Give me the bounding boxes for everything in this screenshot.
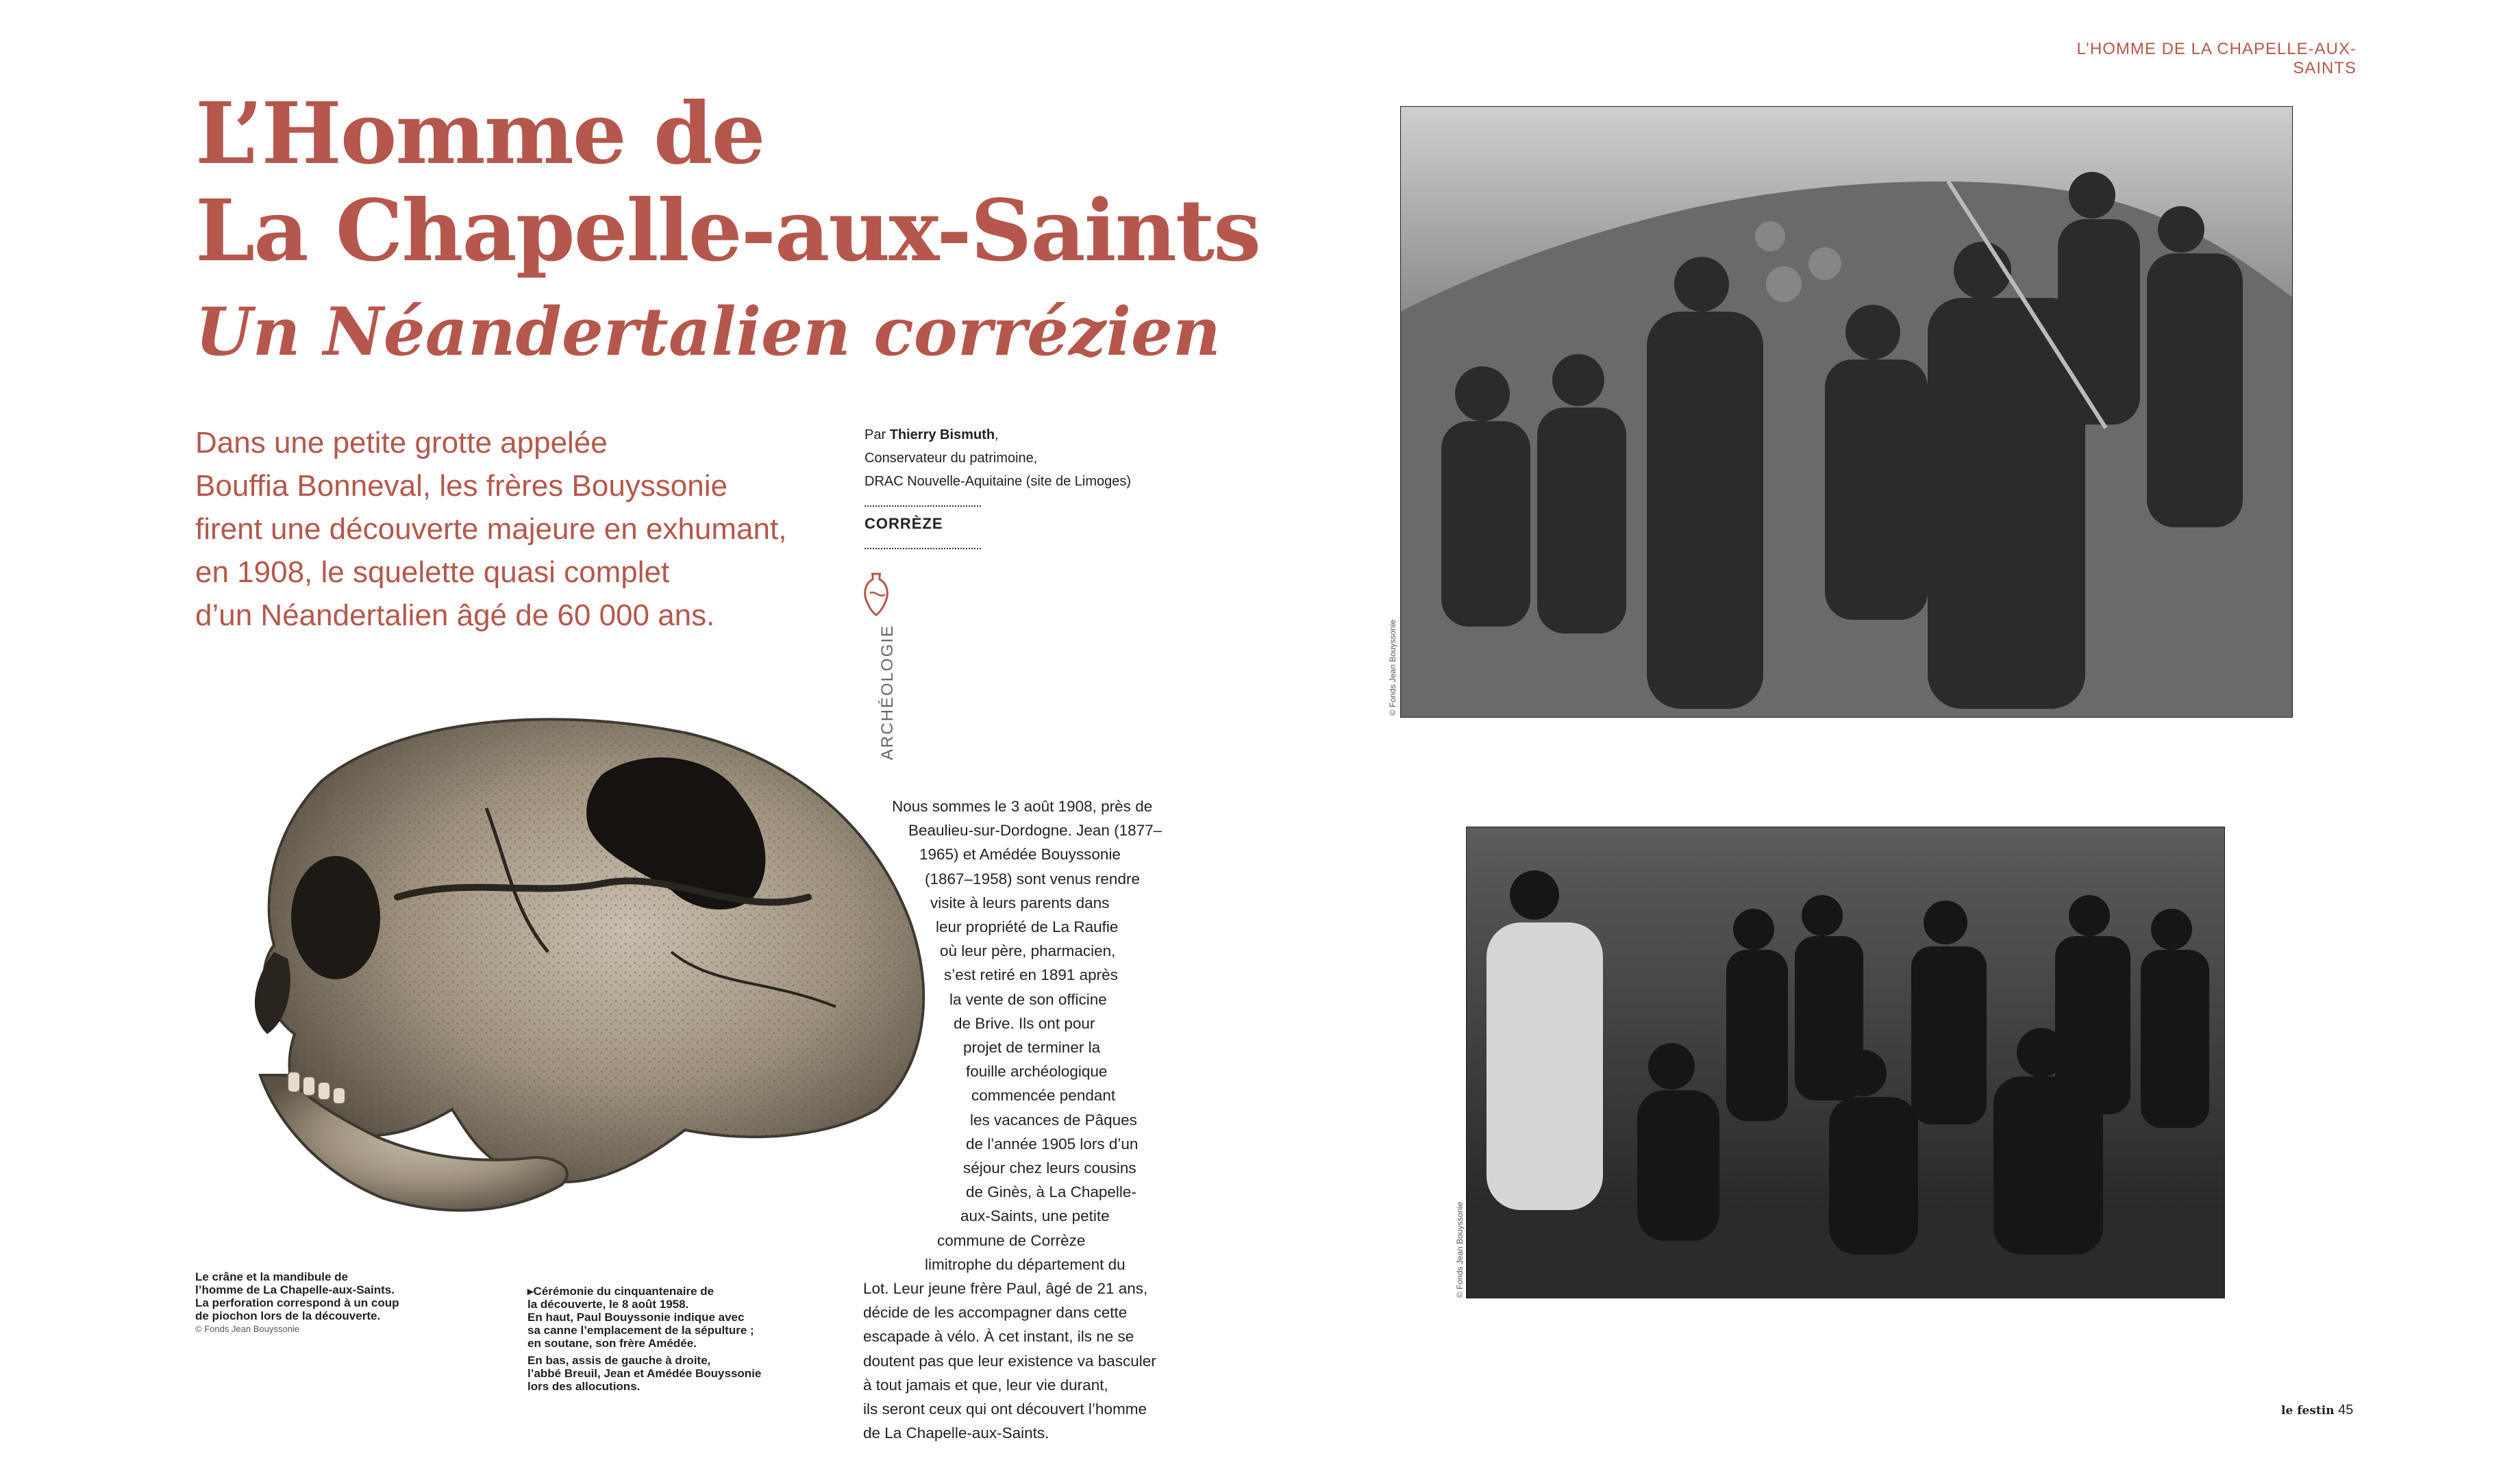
- caption-line: En bas, assis de gauche à droite,: [527, 1354, 711, 1367]
- body-line: leur propriété de La Raufie: [936, 918, 1119, 936]
- caption-line: la découverte, le 8 août 1958.: [527, 1298, 689, 1311]
- body-line: la vente de son officine: [949, 990, 1107, 1008]
- region-label: CORRÈZE: [865, 515, 943, 532]
- caption-line: En haut, Paul Bouyssonie indique avec: [527, 1311, 745, 1324]
- byline-org: DRAC Nouvelle-Aquitaine (site de Limoges): [865, 474, 1132, 489]
- body-line: aux-Saints, une petite: [960, 1207, 1110, 1225]
- body-line: de Ginès, à La Chapelle-: [966, 1183, 1136, 1201]
- body-line: où leur père, pharmacien,: [940, 942, 1116, 960]
- body-line: ils seront ceux qui ont découvert l’homme: [863, 1400, 1147, 1418]
- body-line: visite à leurs parents dans: [930, 894, 1110, 911]
- body-line: projet de terminer la: [963, 1039, 1101, 1057]
- body-line: à tout jamais et que, leur vie durant,: [863, 1376, 1108, 1394]
- caption-line: Le crâne et la mandibule de: [195, 1270, 348, 1283]
- article-body: [849, 794, 1165, 1445]
- body-line: de l’année 1905 lors d’un: [966, 1135, 1139, 1153]
- photo-ceremony: [1466, 827, 2225, 1298]
- body-line: séjour chez leurs cousins: [963, 1159, 1136, 1177]
- body-line: décide de les accompagner dans cette: [863, 1304, 1128, 1322]
- byline-role: Conservateur du patrimoine,: [865, 451, 1038, 466]
- caption-line: La perforation correspond à un coup: [195, 1296, 399, 1309]
- caption-line: lors des allocutions.: [527, 1380, 641, 1393]
- caption-line: sa canne l’emplacement de la sépulture ;: [527, 1324, 754, 1337]
- body-line: les vacances de Pâques: [970, 1111, 1137, 1129]
- article-subtitle: Un Néandertalien corrézien: [195, 293, 1221, 370]
- divider: [865, 548, 981, 549]
- page-number: 45: [2338, 1403, 2354, 1418]
- photo-credit: © Fonds Jean Bouyssonie: [1388, 619, 1397, 716]
- intro-line: d’un Néandertalien âgé de 60 000 ans.: [195, 599, 715, 632]
- page-folio: [2281, 1403, 2353, 1418]
- caption-marker-icon: ▸: [527, 1285, 534, 1298]
- body-line: Nous sommes le 3 août 1908, près de: [892, 798, 1153, 815]
- intro-line: firent une découverte majeure en exhumant,: [195, 512, 787, 546]
- body-line: de Brive. Ils ont pour: [954, 1014, 1095, 1032]
- body-line: 1965) et Amédée Bouyssonie: [919, 846, 1121, 864]
- title-line-2: La Chapelle-aux-Saints: [195, 181, 1260, 281]
- caption-photos: [527, 1285, 815, 1393]
- body-line: doutent pas que leur existence va basculer: [863, 1352, 1156, 1370]
- intro-line: en 1908, le squelette quasi complet: [195, 555, 670, 589]
- body-line: Lot. Leur jeune frère Paul, âgé de 21 ans,: [863, 1280, 1148, 1298]
- title-line-1: L’Homme de: [195, 84, 764, 184]
- body-line: fouille archéologique: [966, 1063, 1108, 1081]
- intro-line: Dans une petite grotte appelée: [195, 426, 608, 460]
- intro-paragraph: [195, 421, 853, 637]
- caption-line: l’abbé Breuil, Jean et Amédée Bouyssonie: [527, 1367, 762, 1380]
- photo-credit: © Fonds Jean Bouyssonie: [1455, 1201, 1465, 1298]
- body-line: escapade à vélo. À cet instant, ils ne se: [863, 1328, 1134, 1346]
- body-line: commune de Corrèze: [937, 1231, 1086, 1249]
- caption-skull: [195, 1270, 442, 1335]
- body-line: limitrophe du département du: [925, 1255, 1126, 1273]
- byline-prefix: Par: [865, 427, 886, 442]
- amphora-icon: [859, 570, 893, 618]
- divider: [865, 505, 981, 507]
- byline-author: Thierry Bismuth: [889, 427, 995, 442]
- body-line: de La Chapelle-aux-Saints.: [863, 1424, 1049, 1442]
- body-line: Beaulieu-sur-Dordogne. Jean (1877–: [908, 822, 1162, 840]
- caption-line: Cérémonie du cinquantenaire de: [533, 1285, 714, 1298]
- caption-line: de piochon lors de la découverte.: [195, 1309, 381, 1322]
- magazine-name: le festin: [2281, 1404, 2335, 1418]
- category-label: ARCHÉOLOGIE: [878, 624, 897, 760]
- photo-excavation: [1400, 106, 2293, 718]
- caption-credit: © Fonds Jean Bouyssonie: [195, 1324, 299, 1334]
- body-line: s’est retiré en 1891 après: [944, 966, 1118, 984]
- body-line: (1867–1958) sont venus rendre: [925, 870, 1140, 888]
- byline: Par Thierry Bismuth, Conservateur du patrimoine, DRAC Nouvelle-Aquitaine (site de Limoges): [865, 423, 1193, 493]
- body-line: commencée pendant: [971, 1087, 1116, 1105]
- caption-line: l’homme de La Chapelle-aux-Saints.: [195, 1283, 395, 1296]
- caption-line: en soutane, son frère Amédée.: [527, 1337, 697, 1350]
- article-title: [195, 86, 1291, 280]
- running-head: L’HOMME DE LA CHAPELLE-AUX-SAINTS: [2076, 40, 2356, 77]
- intro-line: Bouffia Bonneval, les frères Bouyssonie: [195, 469, 728, 503]
